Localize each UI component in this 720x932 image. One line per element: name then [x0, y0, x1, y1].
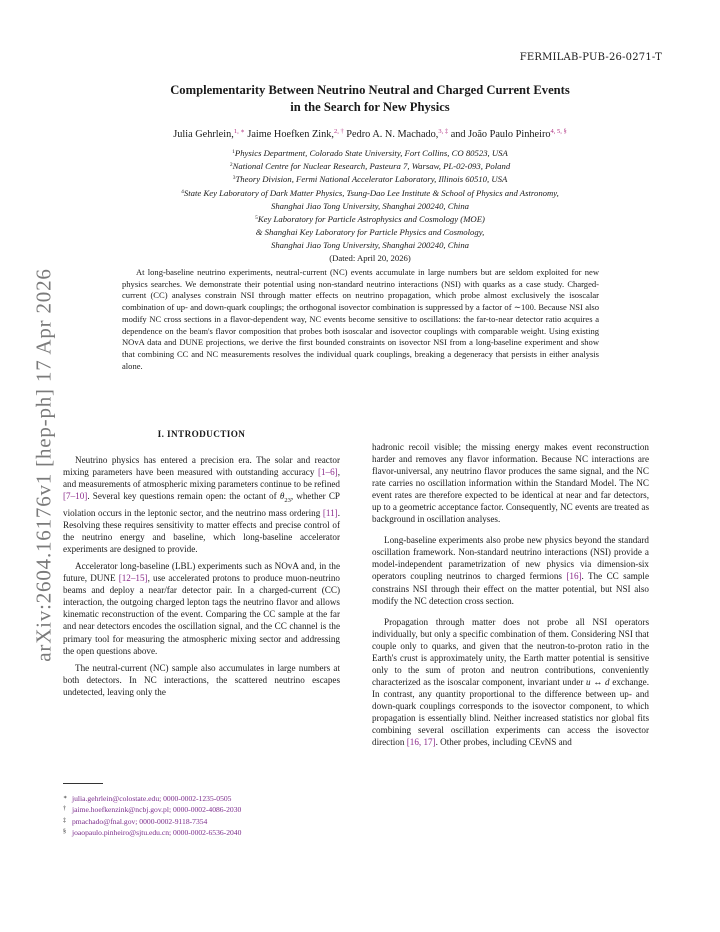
citation-link[interactable]: [16] [566, 571, 582, 582]
paper-title [100, 82, 640, 116]
body-paragraph: Propagation through matter does not probe all NSI operators individually, but only a specific combination of them. Considering NSI that couple only to quarks, and given that the neutron-to-proton ratio in the Earth's crust is approximately unity, the Earth matter potential is sensitive only to the sum of proton and neutron contributions, conveniently characterized as the isoscalar component, invariant under u ↔ d exchange. In contrast, any quantity proportional to the difference between up- and down-quark couplings corresponds to the isovector component, to which propagation is essentially blind. Neither increased statistics nor global fits combining several oscillation experiments can access the isovector direction [16, 17]. Other probes, including CEνNS and [372, 616, 650, 748]
affiliation-line: $^2$National Centre for Nuclear Research, Pasteura 7, Warsaw, PL-02-093, Poland [229, 161, 511, 172]
affiliation-line: $^1$Physics Department, Colorado State University, Fort Collins, CO 80523, USA [232, 148, 508, 158]
affiliation-line: Shanghai Jiao Tong University, Shanghai 200240, China [270, 240, 470, 251]
affiliation-list [60, 146, 680, 264]
affiliation-line: & Shanghai Key Laboratory for Particle Physics and Cosmology, [255, 227, 485, 238]
footnote: ∗ julia.gehrlein@colostate.edu; 0000-0002-1235-0505 [63, 794, 232, 803]
footnote-divider [63, 783, 103, 784]
citation-link[interactable]: [7–10] [63, 491, 88, 502]
left-column [63, 428, 340, 698]
right-column [372, 441, 649, 748]
footnote: † jaime.hoefkenzink@ncbj.gov.pl; 0000-0002-4086-2030 [63, 805, 242, 815]
author-name: and João Paulo Pinheiro [450, 129, 551, 140]
section-heading-introduction: I. INTRODUCTION [157, 429, 246, 439]
citation-link[interactable]: [1–6] [317, 467, 338, 478]
abstract: At long-baseline neutrino experiments, neutral-current (NC) events accumulate in large numbers but are seldom exploited for new physics searches. We demonstrate their potential using non-standard neutrino interactions (NSI) with quarks as a case study. Charged-current (CC) analyses constrain NSI through matter effects on neutrino propagation, which probe almost exclusively the isoscalar combination of up- and down-quark couplings; the orthogonal isovector combination is suppressed by a factor of ∼100. Because NSI also modify NC cross sections in a flavor-dependent way, NC events become sensitive to oscillations: the far-to-near detector ratio acquires a dependence on the beam's flavor composition that probes both isoscalar and isovector couplings with comparable weight. Using existing NOvA data and DUNE projections, we derive the first bounded constraints on isovector NSI from a long-baseline experiment and show that combining CC and NC measurements resolves the individual quark couplings, breaking a degeneracy that persists in either analysis alone. [122, 267, 599, 371]
author-name: Pedro A. N. Machado, [346, 129, 439, 140]
body-paragraph: Accelerator long-baseline (LBL) experiments such as NOvA and, in the future, DUNE [12–15], use accelerated protons to produce muon-neutrino beams and deploy a near/far detector pair. In a charged-current (CC) interaction, the outgoing charged lepton tags the neutrino flavor and allows kinematic reconstruction of the event. Comparing the CC sample at the far and near detectors encodes the oscillation signal, and the CC channel is the primary tool for measuring the atmospheric mixing sector and addressing the open questions above. [63, 561, 340, 656]
paper-title-line-2: in the Search for New Physics [290, 100, 450, 114]
author-name: Jaime Hoefken Zink, [247, 129, 334, 140]
date-line: (Dated: April 20, 2026) [329, 252, 411, 263]
email-link[interactable]: jaime.hoefkenzink@ncbj.gov.pl; 0000-0002-4086-2030 [72, 805, 242, 815]
author-list [60, 127, 680, 140]
citation-link[interactable]: [16, 17] [406, 737, 436, 748]
email-link[interactable]: julia.gehrlein@colostate.edu; 0000-0002-1235-0505 [72, 794, 232, 803]
report-number: FERMILAB-PUB-26-0271-T [519, 52, 662, 63]
email-link[interactable]: joaopaulo.pinheiro@sjtu.edu.cn; 0000-0002-6536-2040 [72, 828, 242, 838]
author-name: Julia Gehrlein, [173, 129, 234, 140]
body-paragraph: The neutral-current (NC) sample also accumulates in large numbers at both detectors. In NC interactions, the scattered neutrino escapes undetected, leaving only the [63, 662, 340, 697]
paper-title-line-1: Complementarity Between Neutrino Neutral and Charged Current Events [170, 83, 570, 97]
author-affiliation-marker[interactable]: 4, 5, § [550, 128, 567, 135]
affiliation-line: Shanghai Jiao Tong University, Shanghai 200240, China [270, 200, 470, 211]
body-paragraph: Neutrino physics has entered a precision era. The solar and reactor mixing parameters have been measured with outstanding accuracy [1–6], and measurements of atmospheric mixing parameters continue to be refined [7–10]. Several key questions remain open: the octant of $\theta_{23}$, whether CP violation occurs in the leptonic sector, and the neutrino mass ordering [11]. Resolving these requires sensitivity to matter effects and precise control of the neutrino energy and baseline, which long-baseline accelerator experiments are designed to provide. [63, 455, 340, 555]
email-link[interactable]: pmachado@fnal.gov; 0000-0002-9118-7354 [72, 816, 208, 826]
author-affiliation-marker[interactable]: 2, † [333, 128, 344, 135]
arxiv-identifier-stamp[interactable]: arXiv:2604.16176v1 [hep-ph] 17 Apr 2026 [31, 268, 56, 662]
affiliation-line: $^3$Theory Division, Fermi National Accelerator Laboratory, Illinois 60510, USA [232, 174, 508, 185]
author-affiliation-marker[interactable]: 1, ∗ [233, 128, 245, 135]
affiliation-line: $^4$State Key Laboratory of Dark Matter Physics, Tsung-Dao Lee Institute & School of Physics and Astronomy, [181, 187, 559, 198]
body-paragraph: hadronic recoil visible; the missing energy makes event reconstruction harder and removes any flavor information. Because NC interactions are flavor-universal, any neutrino flavor produces the same signal, and the NC rate carries no oscillation information within the Standard Model. The NC event rates are therefore expected to be identical at near and far detectors, up to a geometric acceptance factor. Consequently, NC events are treated as background in oscillation analyses. [372, 442, 649, 525]
math-symbol: θ [279, 491, 285, 502]
footnote: § joaopaulo.pinheiro@sjtu.edu.cn; 0000-0002-6536-2040 [63, 828, 242, 838]
citation-link[interactable]: [12–15] [118, 573, 148, 584]
body-paragraph: Long-baseline experiments also probe new physics beyond the standard oscillation framework. Non-standard neutrino interactions (NSI) provide a model-independent parametrization of new physics via dimension-six operators coupling neutrinos to charged fermions [16]. The CC sample constrains NSI through their effect on the matter potential, but NSI also modify the NC detection cross section. [372, 535, 649, 606]
footnotes [63, 793, 343, 839]
math-expression: u ↔ d [586, 676, 610, 687]
author-affiliation-marker[interactable]: 3, ‡ [438, 128, 449, 135]
footnote: ‡ pmachado@fnal.gov; 0000-0002-9118-7354 [63, 816, 208, 826]
citation-link[interactable]: [11] [322, 508, 338, 519]
affiliation-line: $^5$Key Laboratory for Particle Astrophysics and Cosmology (MOE) [255, 214, 485, 225]
